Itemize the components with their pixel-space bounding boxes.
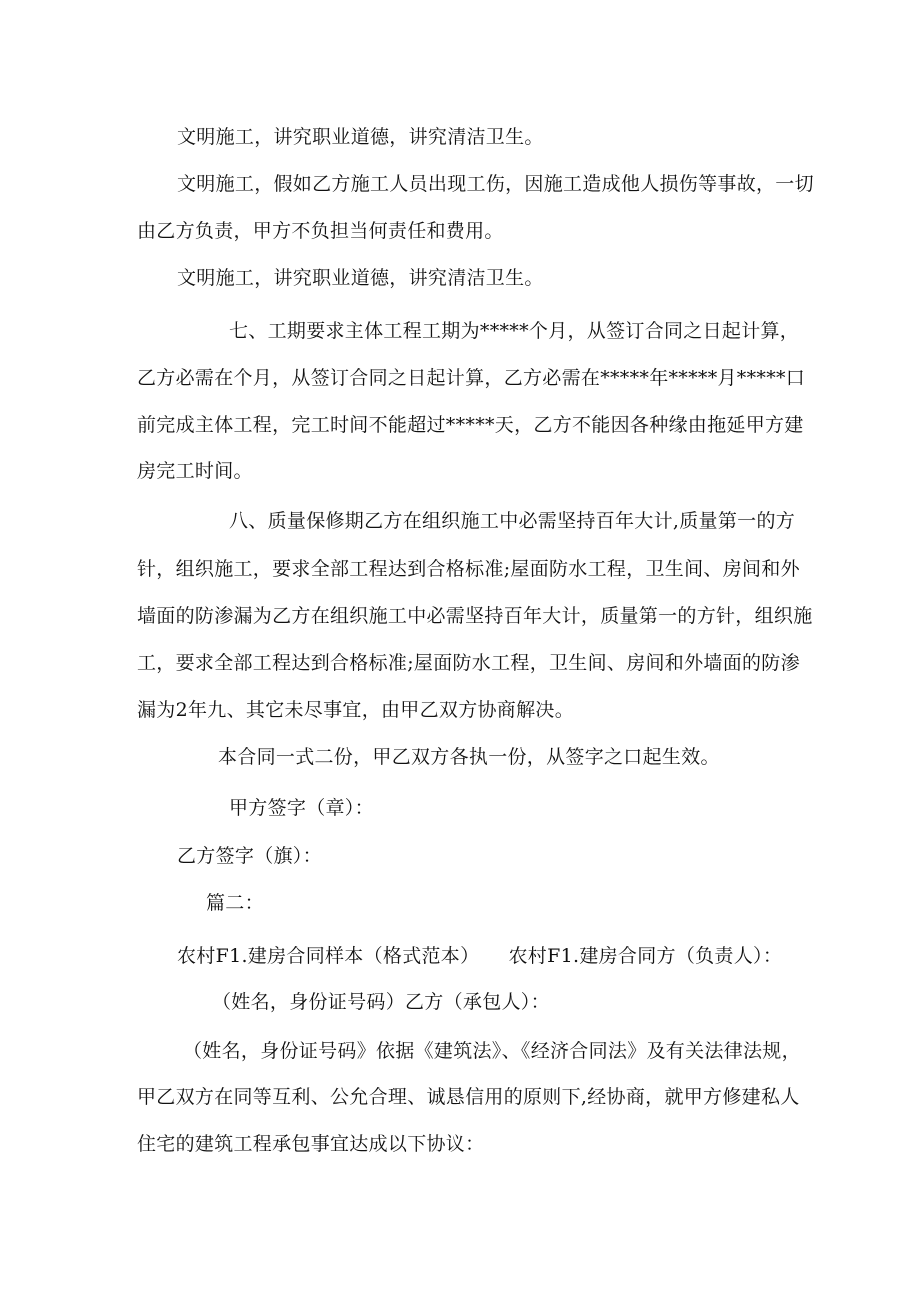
text-line: 文明施工，讲究职业道德，讲究清洁卫生。	[177, 267, 544, 289]
text-line: 工，要求全部工程达到合格标准;屋面防水工程，卫生间、房间和外墙面的防渗	[137, 652, 800, 674]
text-line: 针，组织施工，要求全部工程达到合格标准;屋面防水工程，卫生间、房间和外	[137, 558, 800, 580]
text-line: （姓名，身份证号码》依据《建筑法》、《经济合同法》及有关法律法规，	[183, 1040, 801, 1062]
contract-title-line: 农村F1.建房合同样本（格式范本） 农村F1.建房合同方（负责人）：	[177, 945, 783, 967]
contract-copies-clause: 本合同一式二份，甲乙双方各执一份，从签字之口起生效。	[218, 746, 720, 768]
section-heading-eight: 八、质量保修期乙方在组织施工中必需坚持百年大计,质量第一的方	[229, 510, 796, 532]
section-title-part-two: 篇二：	[206, 892, 264, 914]
text-line: 文明施工，假如乙方施工人员出现工伤，因施工造成他人损伤等事故，一切	[177, 173, 814, 195]
text-line: 墙面的防渗漏为乙方在组织施工中必需坚持百年大计，质量第一的方针，组织施	[137, 605, 813, 627]
text-line: 前完成主体工程，完工时间不能超过*****天，乙方不能因各种缘由拖延甲方建	[137, 414, 804, 436]
party-a-signature: 甲方签字（章）：	[229, 797, 374, 819]
text-line: 由乙方负责，甲方不负担当何责任和费用。	[137, 220, 504, 242]
text-line: 乙方必需在个月，从签订合同之日起计算，乙方必需在*****年*****月*****口	[137, 367, 806, 389]
text-line: （姓名，身份证号码）乙方（承包人）：	[212, 991, 550, 1013]
party-b-signature: 乙方签字（旗）：	[177, 845, 322, 867]
text-line: 甲乙双方在同等互利、公允合理、诚恳信用的原则下,经协商，就甲方修建私人	[137, 1086, 800, 1108]
text-line: 住宅的建筑工程承包事宜达成以下协议：	[137, 1133, 485, 1155]
text-line: 漏为2年九、其它未尽事宜，由甲乙双方协商解决。	[137, 699, 574, 721]
text-line: 文明施工，讲究职业道德，讲究清洁卫生。	[177, 126, 544, 148]
section-heading-seven: 七、工期要求主体工程工期为*****个月，从签订合同之日起计算，	[229, 320, 800, 342]
text-line: 房完工时间。	[137, 460, 253, 482]
